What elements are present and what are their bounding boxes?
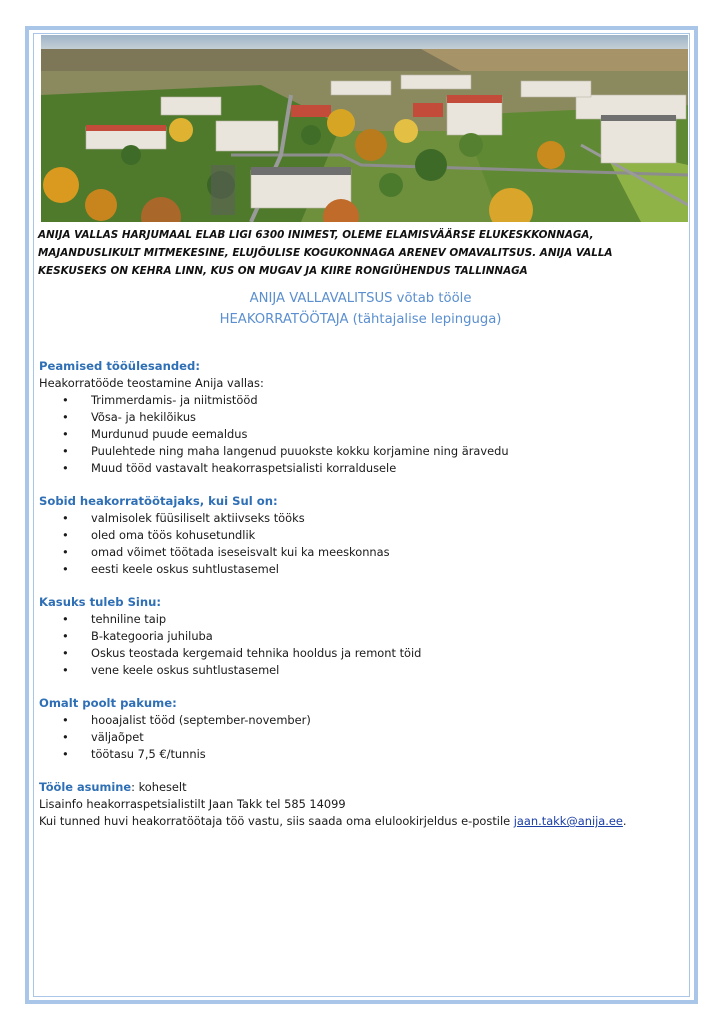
- list-item: [39, 409, 684, 426]
- list-item-text: hooajalist tööd (september-november): [91, 713, 311, 727]
- list-item: [39, 510, 684, 527]
- bullet-icon: •: [62, 444, 69, 458]
- bullet-icon: •: [62, 747, 69, 761]
- list-item-text: vene keele oskus suhtlustasemel: [91, 663, 280, 677]
- section-title-requirements: Sobid heakorratöötajaks, kui Sul on:: [39, 494, 278, 508]
- start-line: [39, 779, 684, 796]
- benefits-list: [39, 611, 684, 679]
- bullet-icon: •: [62, 730, 69, 744]
- list-item-text: Murdunud puude eemaldus: [91, 427, 248, 441]
- bullet-icon: •: [62, 646, 69, 660]
- list-item-text: Puulehtede ning maha langenud puuokste kokku korjamine ning äravedu: [91, 444, 509, 458]
- list-item-text: omad võimet töötada iseseisvalt kui ka meeskonnas: [91, 545, 390, 559]
- list-item: [39, 392, 684, 409]
- list-item-text: Võsa- ja hekilõikus: [91, 410, 196, 424]
- section-title-tasks: Peamised tööülesanded:: [39, 359, 200, 373]
- bullet-icon: •: [62, 562, 69, 576]
- list-item: [39, 729, 684, 746]
- list-item: [39, 443, 684, 460]
- town-aerial-photo: [41, 35, 688, 222]
- apply-line: [39, 813, 684, 830]
- tasks-lead: Heakorratööde teostamine Anija vallas:: [39, 376, 264, 390]
- apply-suffix: .: [622, 814, 627, 828]
- bullet-icon: •: [62, 410, 69, 424]
- list-item-text: eesti keele oskus suhtlustasemel: [91, 562, 279, 576]
- bullet-icon: •: [62, 663, 69, 677]
- list-item: [39, 611, 684, 628]
- list-item: [39, 712, 684, 729]
- apply-text: Kui tunned huvi heakorratöötaja töö vastu, siis saada oma elulookirjeldus e-postile: [39, 814, 514, 828]
- list-item: [39, 628, 684, 645]
- email-link[interactable]: jaan.takk@anija.ee: [513, 814, 623, 828]
- list-item-text: valmisolek füüsiliselt aktiivseks tööks: [91, 511, 305, 525]
- contact-line: Lisainfo heakorraspetsialistilt Jaan Takk tel 585 14099: [39, 797, 346, 811]
- intro-text: ANIJA VALLAS HARJUMAAL ELAB LIGI 6300 INIMEST, OLEME ELAMISVÄÄRSE ELUKESKKONNAGA, MAJANDUSLIKULT MITMEKESINE, ELUJÕULISE KOGUKONNAGA ARENEV OMAVALITSUS. ANIJA VALLA KESKUSEKS ON KEHRA LINN, KUS ON MUGAV JA KIIRE RONGIÜHENDUS TALLINNAGA: [38, 229, 613, 277]
- list-item-text: B-kategooria juhiluba: [91, 629, 213, 643]
- list-item-text: Trimmerdamis- ja niitmistööd: [91, 393, 258, 407]
- tasks-list: [39, 392, 684, 477]
- list-item-text: Oskus teostada kergemaid tehnika hooldus ja remont töid: [91, 646, 422, 660]
- start-label: Tööle asumine: [39, 780, 132, 794]
- bullet-icon: •: [62, 612, 69, 626]
- section-title-benefits: Kasuks tuleb Sinu:: [39, 595, 162, 609]
- ad-content: [39, 358, 684, 830]
- job-headline: [38, 288, 683, 330]
- bullet-icon: •: [62, 713, 69, 727]
- bullet-icon: •: [62, 545, 69, 559]
- list-item-text: väljaõpet: [91, 730, 144, 744]
- list-item: [39, 426, 684, 443]
- list-item: [39, 645, 684, 662]
- section-title-offer: Omalt poolt pakume:: [39, 696, 177, 710]
- bullet-icon: •: [62, 427, 69, 441]
- headline-employer: ANIJA VALLAVALITSUS võtab tööle: [249, 291, 472, 306]
- list-item-text: oled oma töös kohusetundlik: [91, 528, 256, 542]
- bullet-icon: •: [62, 461, 69, 475]
- start-value: : koheselt: [131, 780, 187, 794]
- list-item: [39, 561, 684, 578]
- list-item-text: Muud tööd vastavalt heakorraspetsialisti korraldusele: [91, 461, 397, 475]
- list-item: [39, 527, 684, 544]
- headline-position: HEAKORRATÖÖTAJA (tähtajalise lepinguga): [219, 312, 502, 327]
- bullet-icon: •: [62, 511, 69, 525]
- bullet-icon: •: [62, 528, 69, 542]
- requirements-list: [39, 510, 684, 578]
- list-item-text: tehniline taip: [91, 612, 167, 626]
- bullet-icon: •: [62, 393, 69, 407]
- list-item: [39, 662, 684, 679]
- list-item: [39, 460, 684, 477]
- list-item: [39, 544, 684, 561]
- bullet-icon: •: [62, 629, 69, 643]
- offer-list: [39, 712, 684, 763]
- list-item-text: töötasu 7,5 €/tunnis: [91, 747, 206, 761]
- list-item: [39, 746, 684, 763]
